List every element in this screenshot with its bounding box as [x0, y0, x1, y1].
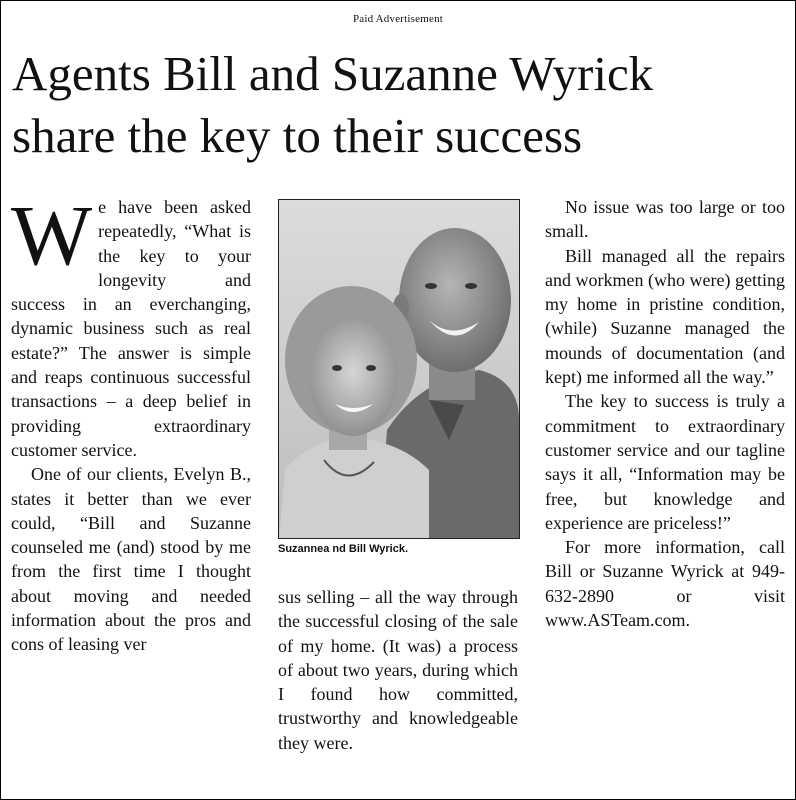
headline	[12, 43, 792, 167]
agents-photo	[278, 199, 520, 539]
headline-line-2: share the key to their success	[12, 108, 583, 163]
article-paragraph-4: No issue was too large or too small.	[545, 197, 785, 242]
photo-caption: Suzannea nd Bill Wyrick.	[278, 543, 408, 555]
article-paragraph-3: sus selling – all the way through the successful closing of the sale of my home. (It was) a process of about two years, during which I found how committed, trustworthy and knowledgeable they were.	[278, 587, 518, 753]
drop-cap: W	[11, 187, 93, 283]
article-paragraph-1	[11, 187, 251, 462]
article-paragraph-7: For more information, call Bill or Suzanne Wyrick at 949-632-2890 or visit www.ASTeam.com.	[545, 537, 785, 631]
article-column-2	[278, 585, 518, 755]
article-paragraph-2: One of our clients, Evelyn B., states it better than we ever could, “Bill and Suzanne counseled me (and) stood by me from the first time I thought about moving and needed information about the pros and cons of leasing ver	[11, 464, 251, 655]
article-column-1	[11, 187, 251, 657]
paragraph-1-text: e have been asked repeatedly, “What is the key to your longevity and success in an everchanging, dynamic business such as real estate?” The answer is simple and reaps continuous successful transactions – a deep belief in providing extraordinary customer service.	[11, 197, 251, 460]
article-paragraph-6: The key to success is truly a commitment to extraordinary customer service and our tagline says it all, “Information may be free, but knowledge and experience are priceless!”	[545, 391, 785, 533]
article-paragraph-5: Bill managed all the repairs and workmen (who were) getting my home in pristine condition, (while) Suzanne managed the mounds of documentation (and kept) me informed all the way.”	[545, 245, 785, 388]
article-column-3	[545, 195, 785, 632]
headline-line-1: Agents Bill and Suzanne Wyrick	[12, 46, 654, 101]
agents-photo-image	[279, 200, 519, 538]
paid-advertisement-label: Paid Advertisement	[352, 13, 444, 25]
